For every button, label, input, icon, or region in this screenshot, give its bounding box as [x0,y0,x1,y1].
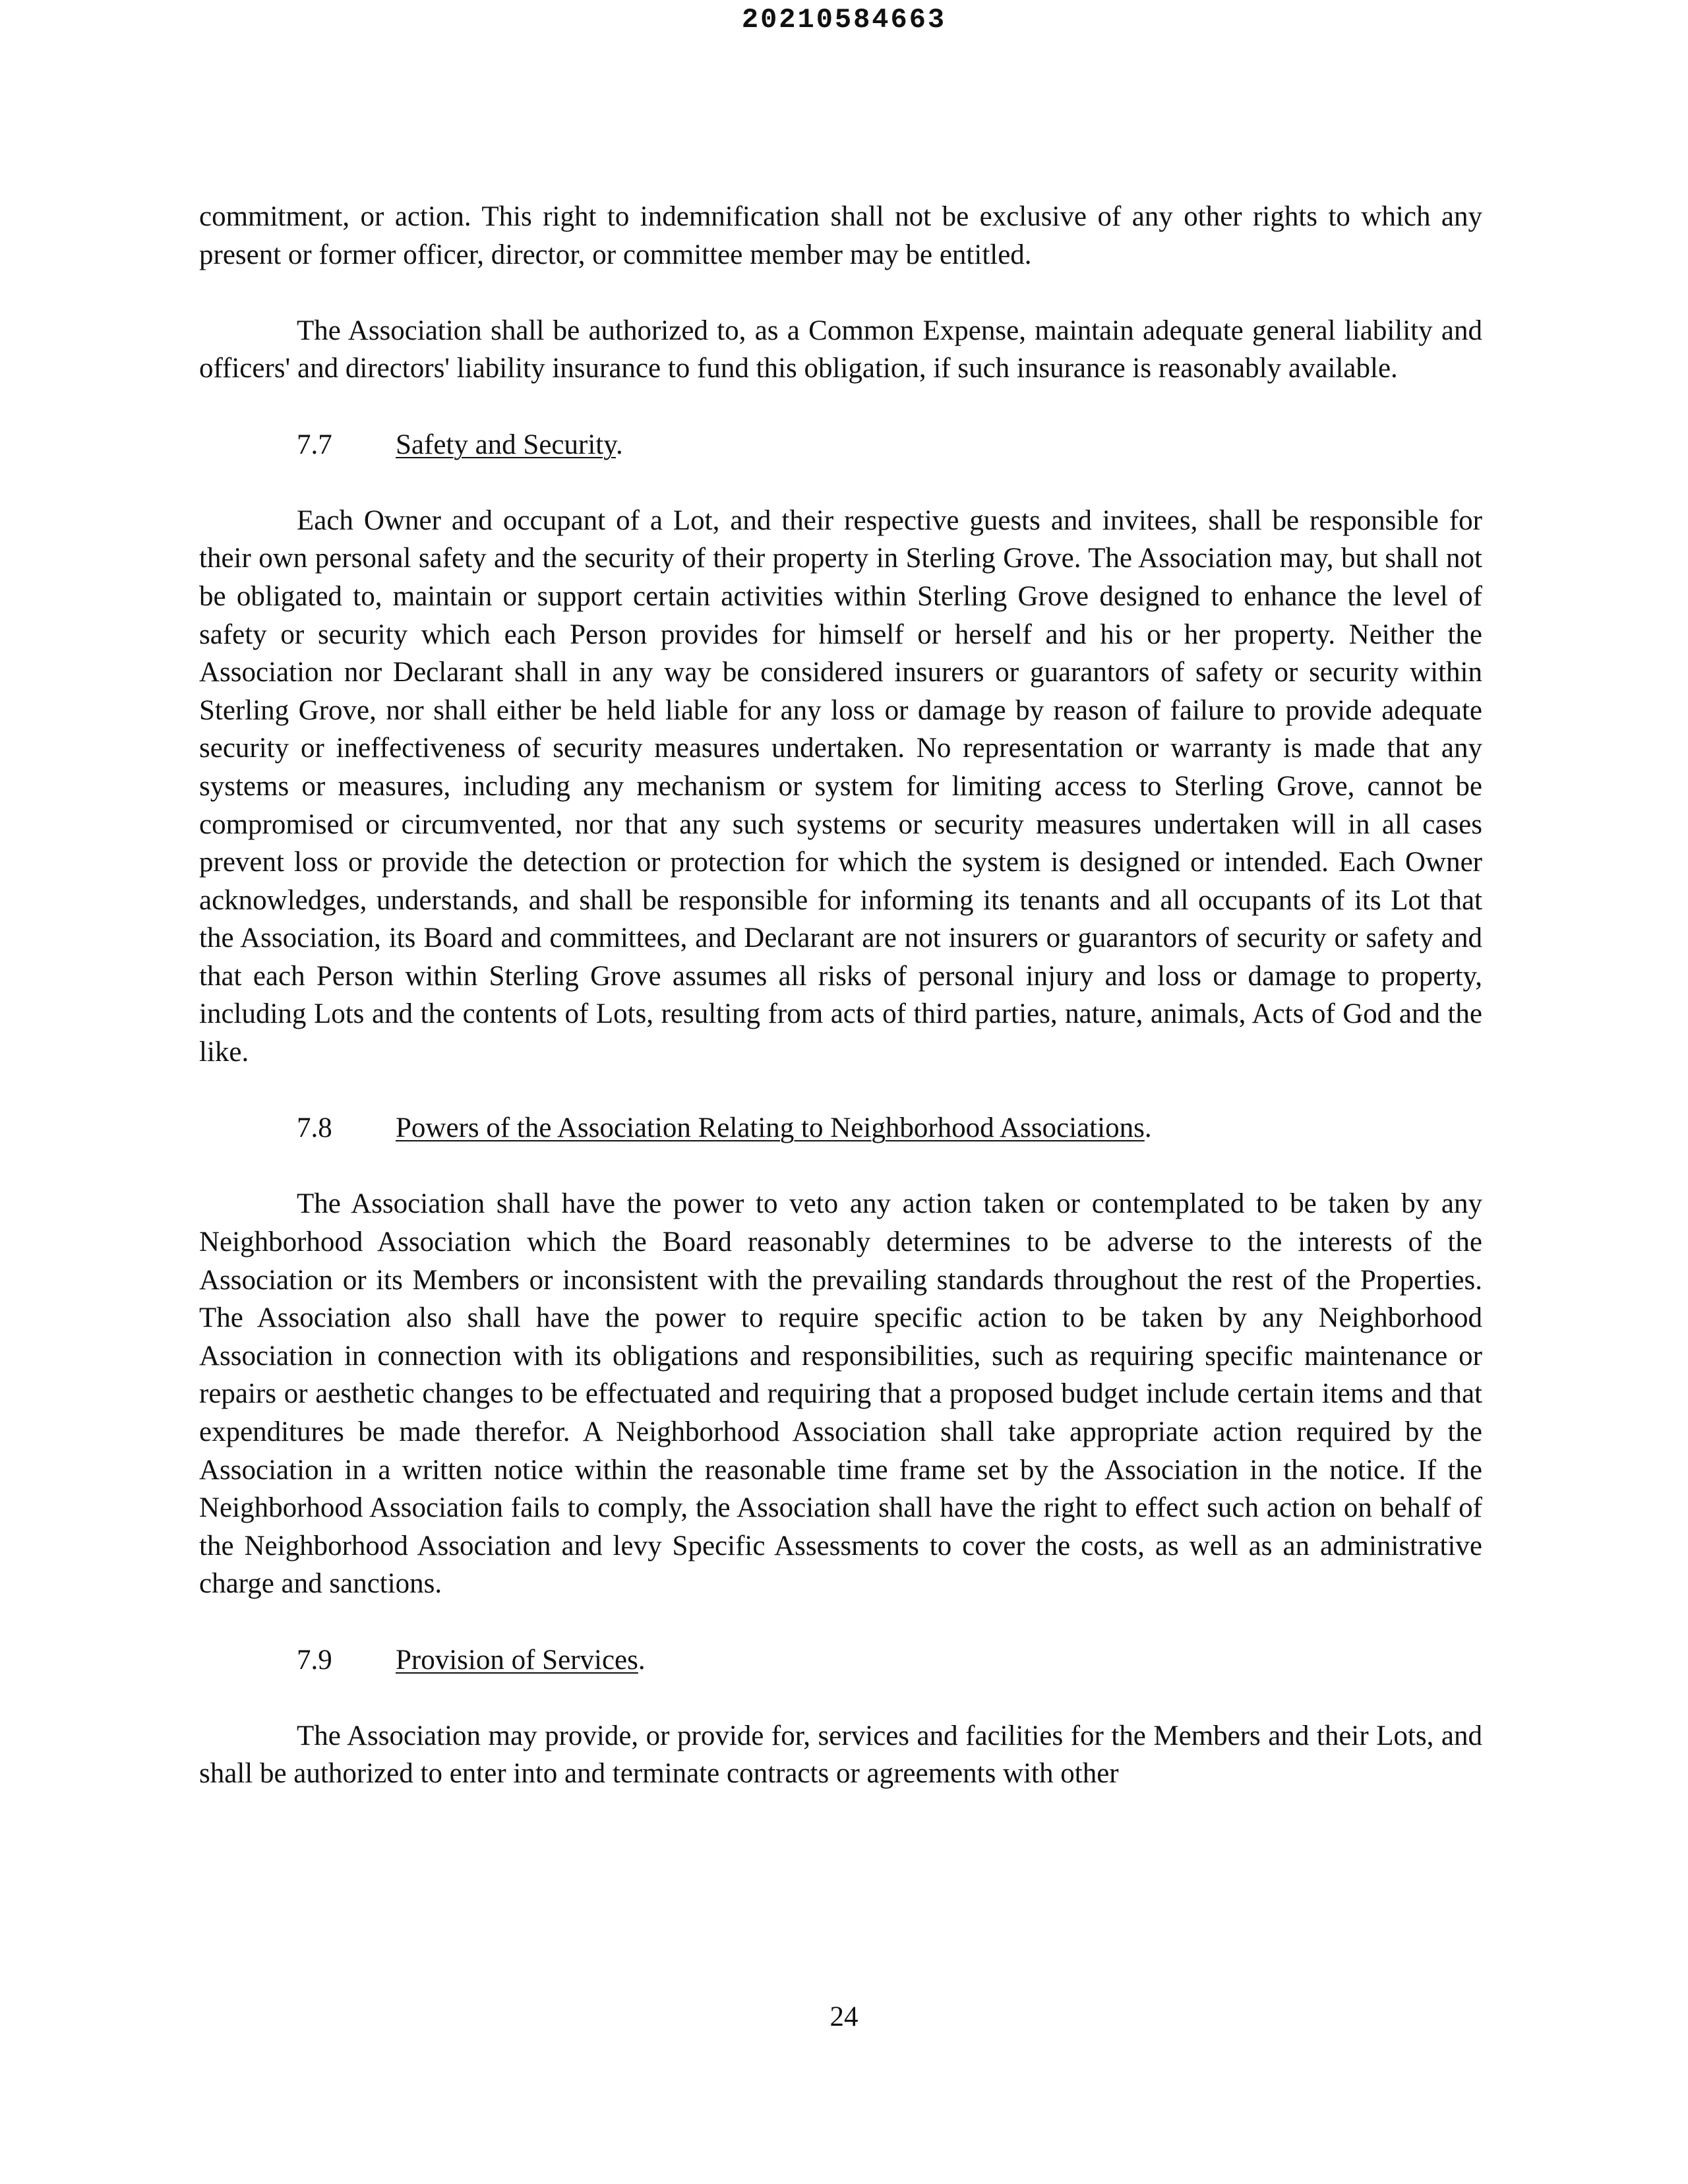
page-number: 24 [829,2001,859,2032]
paragraph-safety-security: Each Owner and occupant of a Lot, and their respective guests and invitees, shall be responsible for their own personal safety and the security of their property in Sterling Grove. The Association may, but shall not be obligated to, maintain or support certain activities within Sterling Grove designed to enhance the level of safety or security which each Person provides for himself or herself and his or her property. Neither the Association nor Declarant shall in any way be considered insurers or guarantors of safety or security within Sterling Grove, nor shall either be held liable for any loss or damage by reason of failure to provide adequate security or ineffectiveness of security measures undertaken. No representation or warranty is made that any systems or measures, including any mechanism or system for limiting access to Sterling Grove, cannot be compromised or circumvented, nor that any such systems or security measures undertaken will in all cases prevent loss or provide the detection or protection for which the system is designed or intended. Each Owner acknowledges, understands, and shall be responsible for informing its tenants and all occupants of its Lot that the Association, its Board and committees, and Declarant are not insurers or guarantors of security or safety and that each Person within Sterling Grove assumes all risks of personal injury and loss or damage to property, including Lots and the contents of Lots, resulting from acts of third parties, nature, animals, Acts of God and the like. [199,504,1482,1068]
paragraph-insurance: The Association shall be authorized to, as a Common Expense, maintain adequate general liability and officers' and directors' liability insurance to fund this obligation, if such insurance is reasonably available. [199,315,1482,384]
section-heading-7-8: 7.8 Powers of the Association Relating to Neighborhood Associations. [199,1109,1482,1147]
section-heading-7-9: 7.9 Provision of Services. [199,1641,1482,1680]
section-title: Powers of the Association Relating to Neighborhood Associations [396,1112,1145,1144]
document-number: 20210584663 [741,4,947,36]
paragraph-provision-services: The Association may provide, or provide for, services and facilities for the Members and their Lots, and shall be authorized to enter into and terminate contracts or agreements with other [199,1720,1482,1790]
section-number: 7.7 [297,429,332,460]
section-heading-7-7: 7.7 Safety and Security. [199,426,1482,464]
section-title: Provision of Services [396,1644,638,1676]
section-number: 7.9 [297,1644,332,1676]
paragraph-neighborhood-powers: The Association shall have the power to veto any action taken or contemplated to be taken by any Neighborhood Association which the Board reasonably determines to be adverse to the interests of the Association or its Members or inconsistent with the prevailing standards throughout the rest of the Properties. The Association also shall have the power to require specific action to be taken by any Neighborhood Association in connection with its obligations and responsibilities, such as requiring specific maintenance or repairs or aesthetic changes to be effectuated and requiring that a proposed budget include certain items and that expenditures be made therefor. A Neighborhood Association shall take appropriate action required by the Association in a written notice within the reasonable time frame set by the Association in the notice. If the Neighborhood Association fails to comply, the Association shall have the right to effect such action on behalf of the Neighborhood Association and levy Specific Assessments to cover the costs, as well as an administrative charge and sanctions. [199,1188,1482,1600]
document-body [199,198,1482,1831]
paragraph-indemnification-continued: commitment, or action. This right to indemnification shall not be exclusive of any other rights to which any present or former officer, director, or committee member may be entitled. [199,201,1482,270]
section-number: 7.8 [297,1112,332,1144]
section-title: Safety and Security [396,429,616,460]
